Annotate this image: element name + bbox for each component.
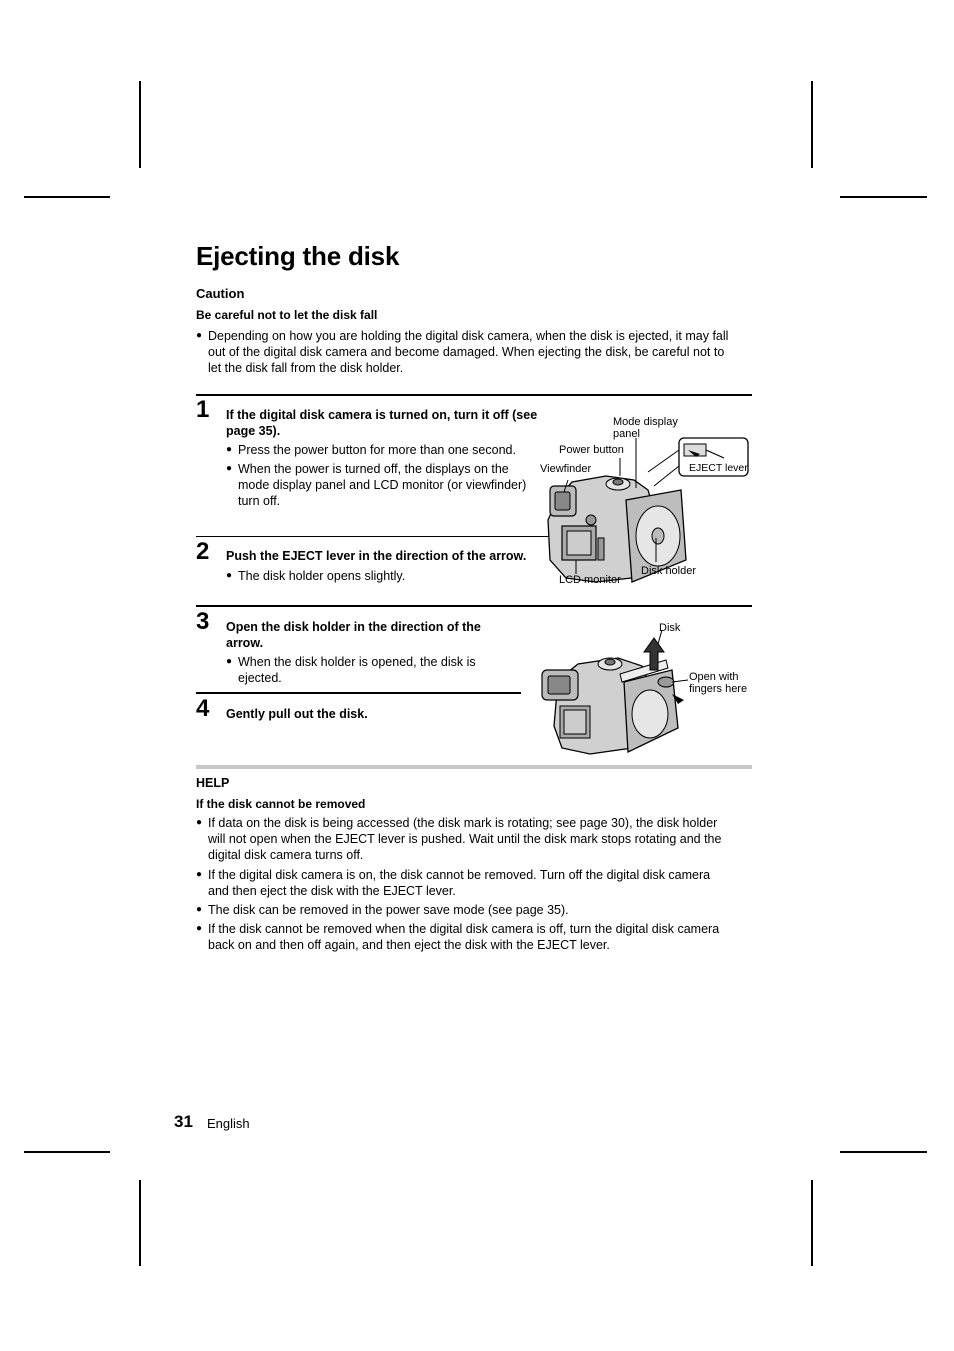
crop-mark-br-h (840, 1151, 927, 1153)
step-4-text: Gently pull out the disk. (226, 707, 368, 721)
step-number-2: 2 (196, 538, 210, 565)
bullet-dot-icon: ● (226, 463, 233, 474)
camera-figure-2 (538, 630, 690, 756)
step-3-text: Open the disk holder in the direction of the arrow. (226, 620, 481, 650)
step-2-text: Push the EJECT lever in the direction of the arrow. (226, 549, 527, 563)
label-mode-display-2: panel (613, 428, 640, 440)
bullet-dot-icon: ● (226, 570, 233, 581)
step-number-4: 4 (196, 695, 210, 722)
divider-step3 (196, 605, 752, 607)
step-1-bullet-1: ● Press the power button for more than one second. (226, 443, 516, 457)
label-power-button: Power button (559, 444, 624, 456)
step-number-1: 1 (196, 396, 210, 423)
crop-mark-br-v (811, 1180, 813, 1266)
divider-step2 (196, 536, 553, 537)
step-number-3: 3 (196, 608, 210, 635)
crop-mark-tr-h (840, 196, 927, 198)
bullet-dot-icon: ● (226, 656, 233, 667)
step-2-bullet-1: ● The disk holder opens slightly. (226, 569, 406, 583)
crop-mark-tr-v (811, 81, 813, 168)
help-heading: HELP (196, 776, 230, 790)
help-bullet-4: ● If the disk cannot be removed when the digital disk camera is off, turn the digital disk camera back on and then off again, and then eject the disk with the EJECT lever. (196, 922, 720, 952)
divider-step4 (196, 692, 521, 694)
bullet-dot-icon: ● (196, 330, 203, 341)
bullet-dot-icon: ● (196, 869, 203, 880)
label-viewfinder: Viewfinder (540, 463, 592, 475)
label-lcd-monitor: LCD monitor (559, 574, 621, 586)
crop-mark-bl-v (139, 1180, 141, 1266)
page-language: English (207, 1116, 250, 1131)
caution-subheading: Be careful not to let the disk fall (196, 308, 378, 322)
divider-step1 (196, 394, 752, 396)
caution-bullet: ● Depending on how you are holding the digital disk camera, when the disk is ejected, it may fall out of the digital disk camera and become damaged. When ejecting the disk, be careful not to let the disk fall from the disk holder. (196, 329, 729, 375)
step-1-text: If the digital disk camera is turned on, turn it off (see page 35). (226, 408, 538, 438)
label-open-with-1: Open with (689, 671, 739, 683)
label-disk: Disk (659, 622, 681, 634)
help-subheading: If the disk cannot be removed (196, 797, 366, 811)
label-eject-lever: EJECT lever (689, 462, 748, 474)
label-open-with-2: fingers here (689, 683, 748, 695)
label-mode-display-1: Mode display (613, 416, 678, 428)
bullet-dot-icon: ● (226, 444, 233, 455)
help-bullet-3: ● The disk can be removed in the power save mode (see page 35). (196, 903, 569, 917)
crop-mark-bl-h (24, 1151, 110, 1153)
bullet-dot-icon: ● (196, 923, 203, 934)
help-bullet-2: ● If the digital disk camera is on, the disk cannot be removed. Turn off the digital disk camera and then eject the disk with the EJECT lever. (196, 868, 711, 898)
help-divider (196, 765, 752, 769)
bullet-dot-icon: ● (196, 904, 203, 915)
crop-mark-tl-h (24, 196, 110, 198)
page-title: Ejecting the disk (196, 241, 400, 271)
help-bullet-1: ● If data on the disk is being accessed (the disk mark is rotating; see page 30), the disk holder will not open when the EJECT lever is pushed. Wait until the disk mark stops rotating and the digital disk camera turns off. (196, 816, 722, 862)
label-disk-holder: Disk holder (641, 565, 697, 577)
crop-mark-tl-v (139, 81, 141, 168)
bullet-dot-icon: ● (196, 817, 203, 828)
step-1-bullet-2: ● When the power is turned off, the displays on the mode display panel and LCD monitor (or viewfinder) turn off. (226, 462, 527, 508)
page-number: 31 (174, 1112, 193, 1131)
step-3-bullet-1: ● When the disk holder is opened, the disk is ejected. (226, 655, 476, 685)
caution-heading: Caution (196, 286, 245, 301)
